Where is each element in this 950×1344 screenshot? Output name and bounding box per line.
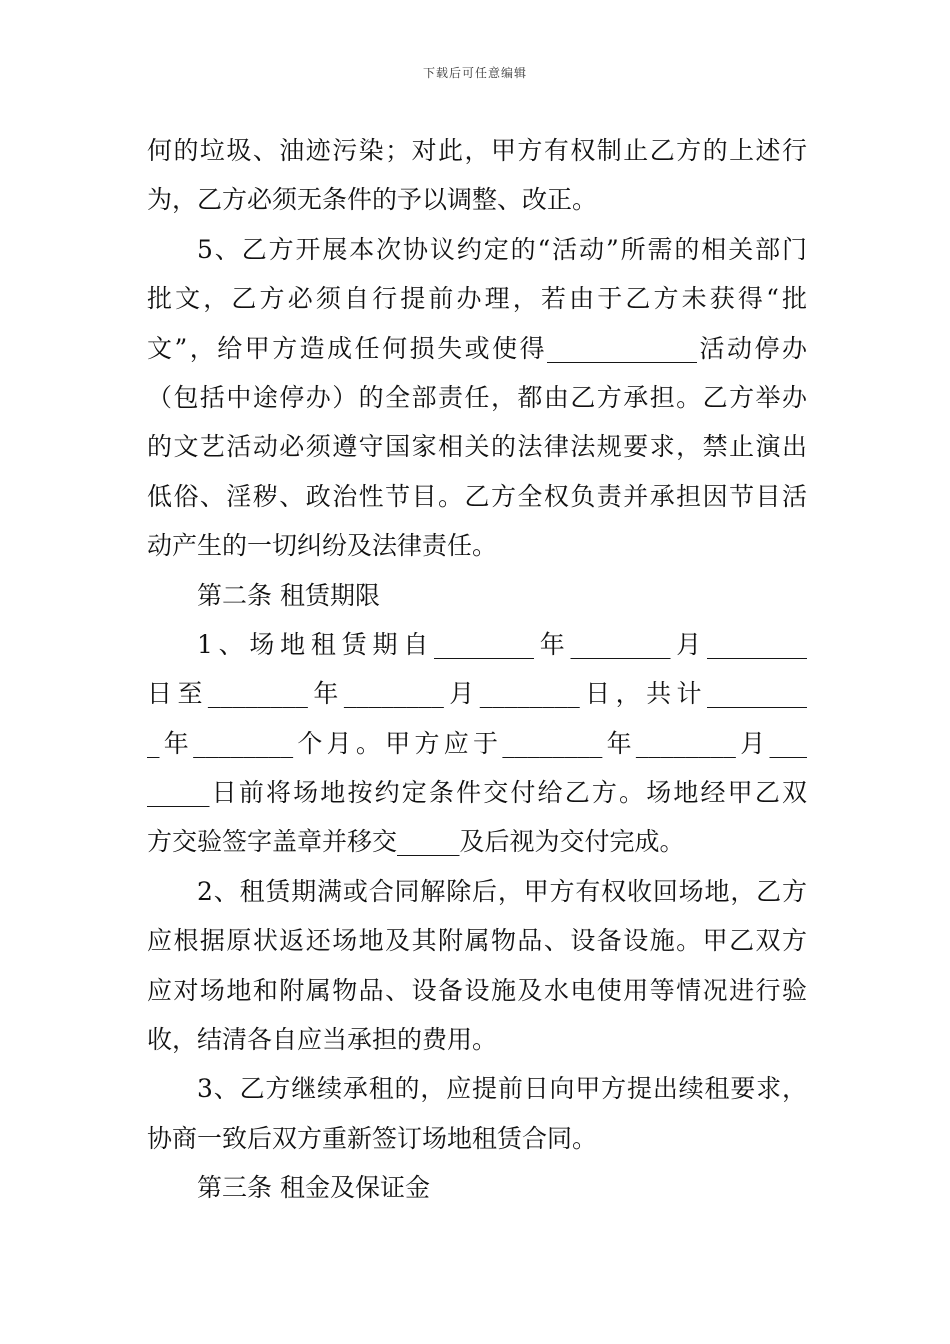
paragraph-line: 的文艺活动必须遵守国家相关的法律法规要求，禁止演出 [147,432,807,462]
paragraph-line: 动产生的一切纠纷及法律责任。 [147,531,498,561]
paragraph-line: 批文，乙方必须自行提前办理，若由于乙方未获得“批 [147,284,807,314]
paragraph-line: 3、乙方继续承租的，应提前日向甲方提出续租要求， [197,1074,807,1104]
paragraph-line: 方交验签字盖章并移交_____及后视为交付完成。 [147,827,685,857]
paragraph-line: 收，结清各自应当承担的费用。 [147,1025,498,1055]
paragraph-line: 1、场地租赁期自________年________月________ [197,629,807,659]
paragraph-line: 低俗、淫秽、政治性节目。乙方全权负责并承担因节目活 [147,481,807,511]
paragraph-line: 文”，给甲方造成任何损失或使得____________活动停办 [147,333,807,363]
paragraph-line: 2、租赁期满或合同解除后，甲方有权收回场地，乙方 [197,876,807,906]
paragraph-line: 为，乙方必须无条件的予以调整、改正。 [147,185,598,215]
document-body [147,126,807,1213]
paragraph-line: 何的垃圾、油迹污染；对此，甲方有权制止乙方的上述行 [147,136,807,165]
paragraph-line: _____日前将场地按约定条件交付给乙方。场地经甲乙双 [147,778,807,808]
section-heading: 第三条 租金及保证金 [197,1173,430,1203]
section-heading: 第二条 租赁期限 [197,580,380,610]
paragraph-line: （包括中途停办）的全部责任，都由乙方承担。乙方举办 [147,382,807,412]
paragraph-line: _年________个月。甲方应于________年________月___ [147,728,807,758]
page-header: 下载后可任意编辑 [422,66,527,80]
paragraph-line: 应根据原状返还场地及其附属物品、设备设施。甲乙双方 [147,926,807,956]
paragraph-line: 日至________年________月________日，共计________ [147,679,807,709]
paragraph-line: 5、乙方开展本次协议约定的“活动”所需的相关部门 [197,234,807,264]
paragraph-line: 应对场地和附属物品、设备设施及水电使用等情况进行验 [147,975,807,1005]
paragraph-line: 协商一致后双方重新签订场地租赁合同。 [147,1123,598,1153]
